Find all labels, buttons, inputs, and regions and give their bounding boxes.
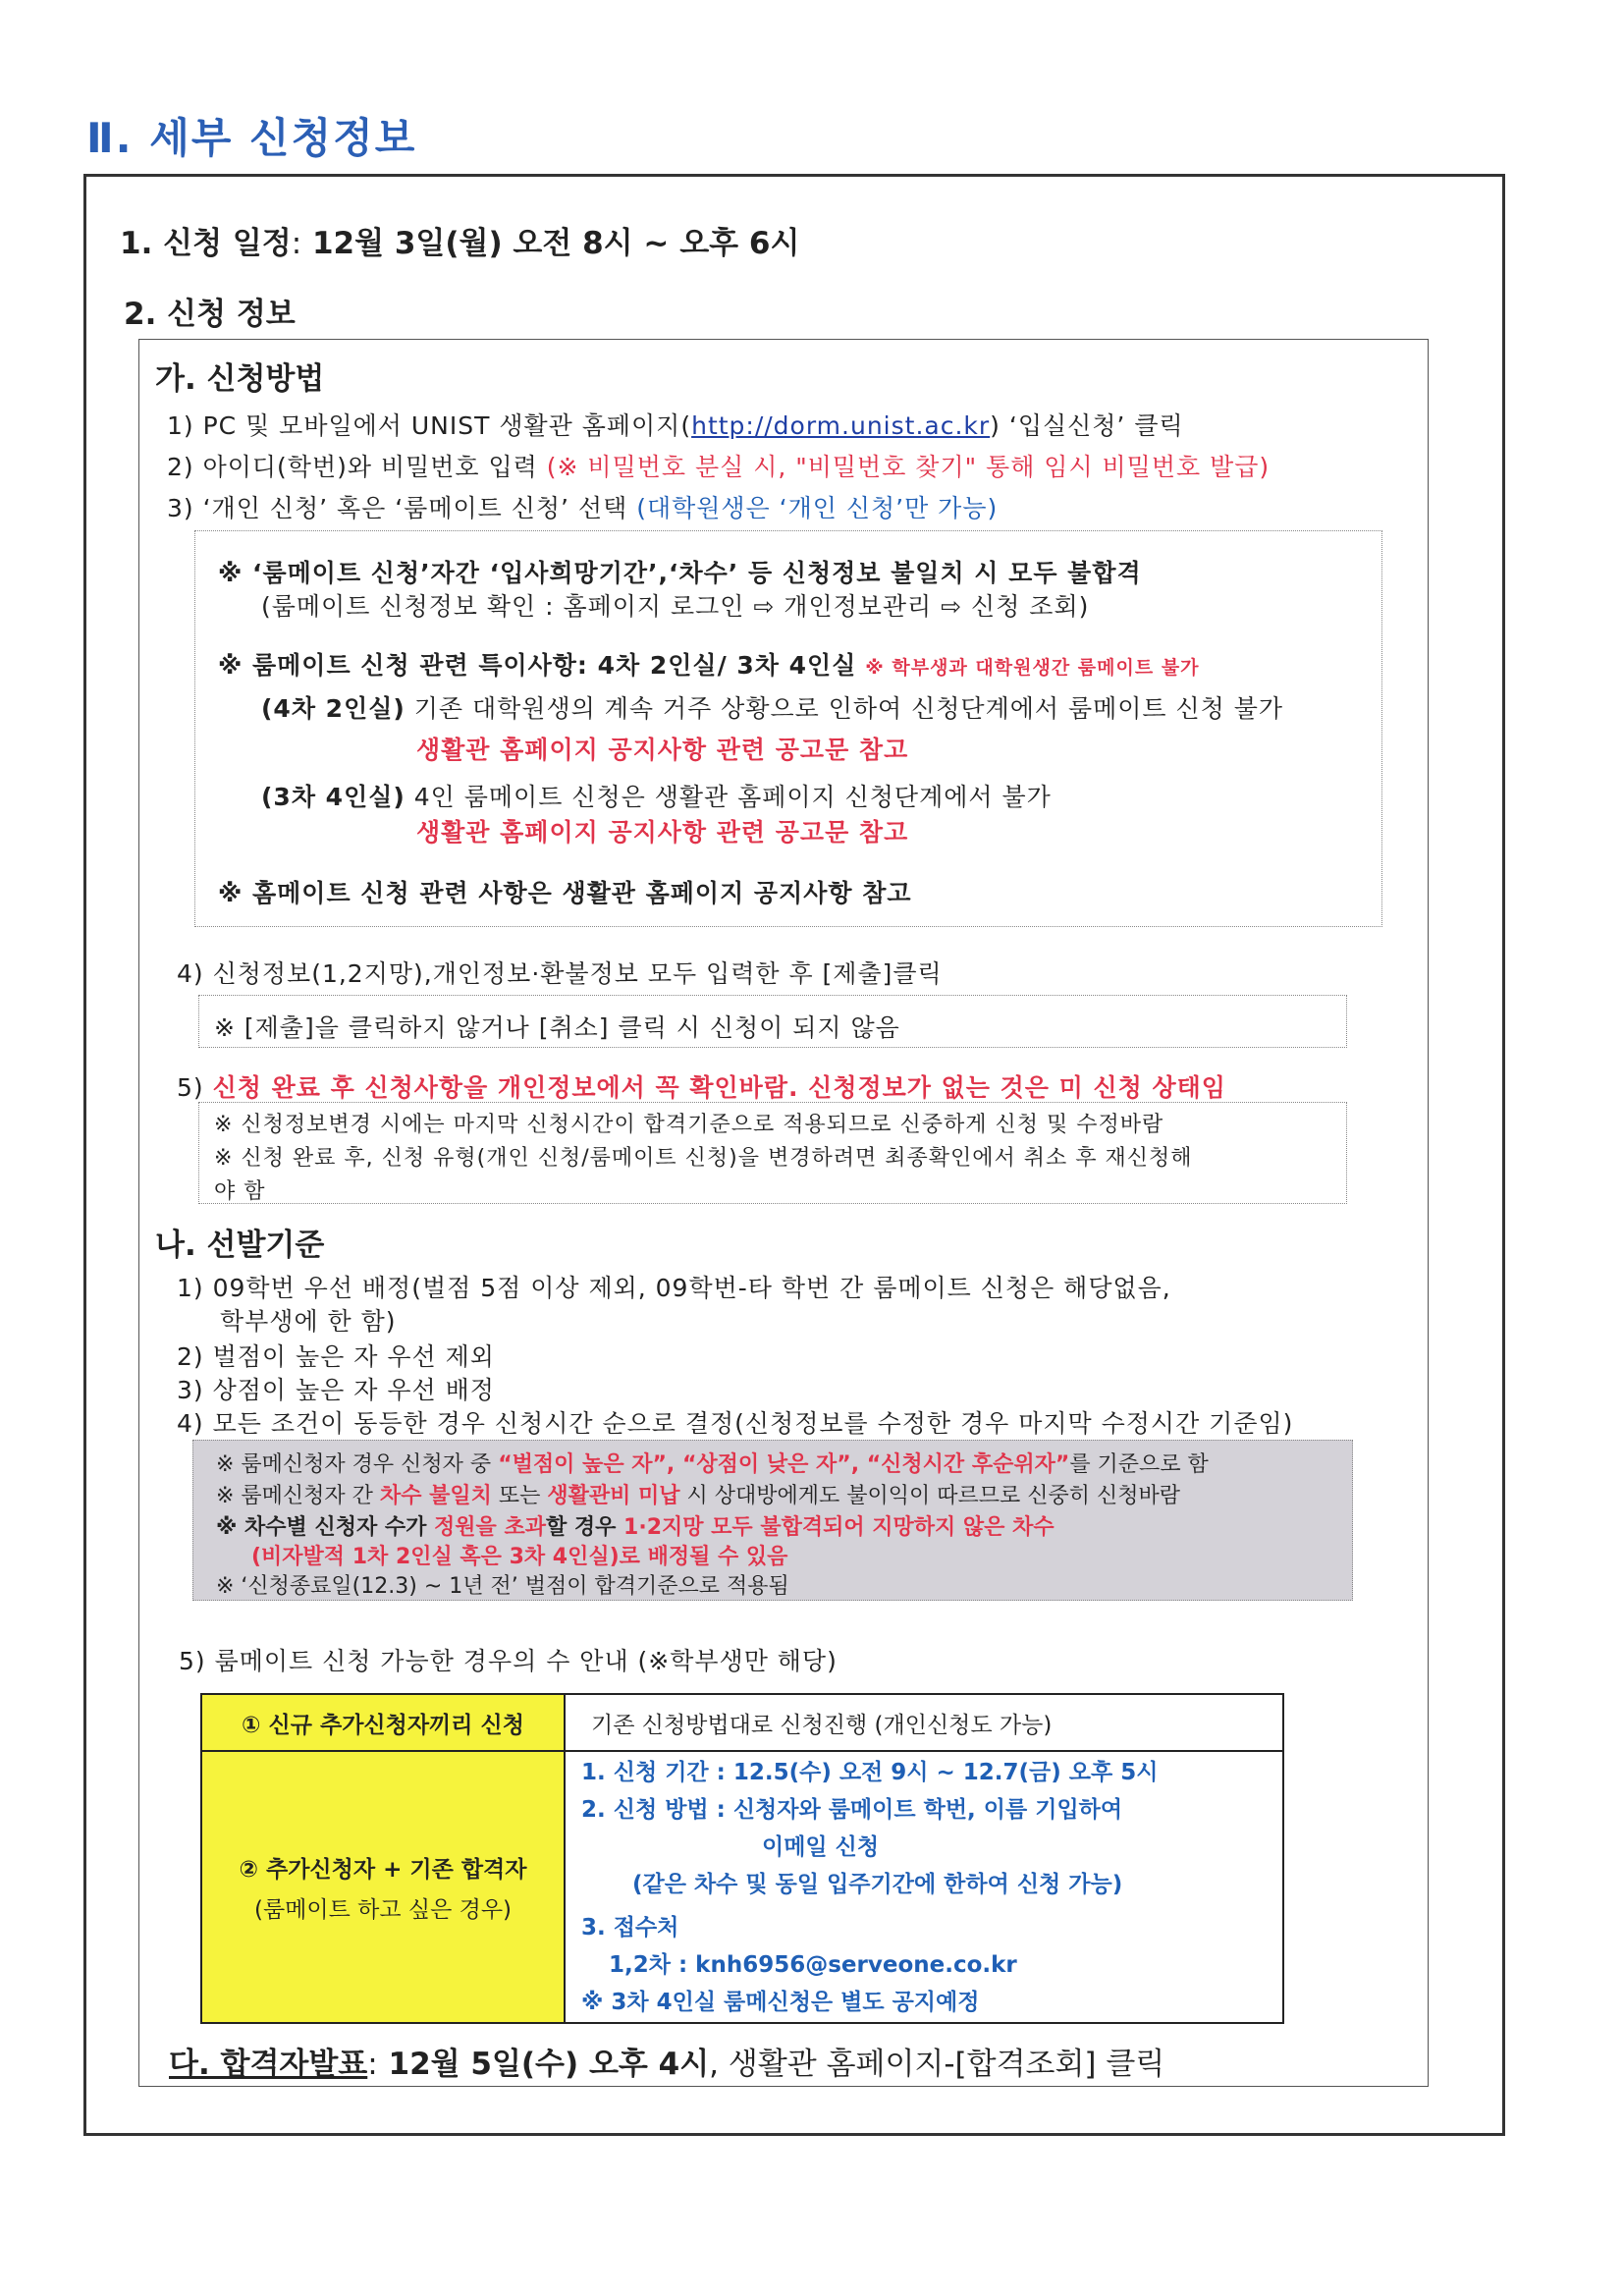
case-2-method-note: (같은 차수 및 동일 입주기간에 한하여 신청 가능) — [632, 1872, 1123, 1897]
schedule-colon: : — [291, 226, 302, 261]
method-item-5 — [177, 1068, 1226, 1104]
case-2-label-main: ② 추가신청자 + 기존 합격자 — [239, 1856, 527, 1883]
table-row — [201, 1694, 1283, 1751]
roommate-check-path: (룸메이트 신청정보 확인 : 홈페이지 로그인 ⇨ 개인정보관리 ⇨ 신청 조회) — [261, 592, 1090, 621]
room-3rd-4p-text: 4인 룸메이트 신청은 생활관 홈페이지 신청단계에서 불가 — [405, 783, 1052, 811]
submit-note: ※ [제출]을 클릭하지 않거나 [취소] 클릭 시 신청이 되지 않음 — [214, 1013, 900, 1042]
room-3rd-4p-line — [261, 778, 1052, 813]
roommate-mismatch-note: ※ ‘룸메이트 신청’자간 ‘입사희망기간’,‘차수’ 등 신청정보 불일치 시 모두 불합격 — [218, 559, 1142, 587]
criteria-title: 나. 선발기준 — [155, 1228, 325, 1263]
method-item-3-note: (대학원생은 ‘개인 신청’만 가능) — [636, 494, 999, 522]
criteria-notice-3-b: 할 경우 — [545, 1515, 624, 1540]
room-4th-2p-text: 기존 대학원생의 계속 거주 상황으로 인하여 신청단계에서 룸메이트 신청 불가 — [405, 694, 1284, 723]
schedule-line — [120, 218, 799, 262]
case-2-period: 1. 신청 기간 : 12.5(수) 오전 9시 ~ 12.7(금) 오후 5시 — [581, 1760, 1159, 1785]
room-3rd-4p-ref: 생활관 홈페이지 공지사항 관련 공고문 참고 — [416, 818, 909, 847]
method-item-2-text: 2) 아이디(학번)와 비밀번호 입력 — [167, 453, 547, 481]
method-item-3 — [167, 489, 998, 524]
criteria-item-1: 1) 09학번 우선 배정(벌점 5점 이상 제외, 09학번-타 학번 간 룸메이트 신청은 해당없음, — [177, 1274, 1171, 1302]
schedule-label: 1. 신청 일정 — [120, 226, 292, 261]
room-4th-2p-label: (4차 2인실) — [261, 694, 406, 723]
criteria-item-4: 4) 모든 조건이 동등한 경우 신청시간 순으로 결정(신청정보를 수정한 경우 마지막 수정시간 기준임) — [177, 1409, 1294, 1438]
criteria-notice-4: (비자발적 1차 2인실 혹은 3차 4인실)로 배정될 수 있음 — [251, 1545, 788, 1569]
method-title: 가. 신청방법 — [155, 361, 325, 397]
criteria-notice-2-a: ※ 룸메신청자 간 — [216, 1484, 380, 1508]
info-label: 2. 신청 정보 — [124, 297, 296, 332]
dorm-homepage-link[interactable]: http://dorm.unist.ac.kr — [691, 411, 991, 440]
criteria-item-3: 3) 상점이 높은 자 우선 배정 — [177, 1376, 495, 1404]
criteria-notice-1-a: ※ 룸메신청자 경우 신청자 중 — [216, 1452, 499, 1477]
criteria-notice-3-red2: 1·2지망 모두 불합격되어 지망하지 않은 차수 — [623, 1515, 1055, 1540]
case-1-label: ① 신규 추가신청자끼리 신청 — [201, 1694, 565, 1751]
schedule-value: 12월 3일(월) 오전 8시 ~ 오후 6시 — [301, 226, 800, 261]
case-2-desc — [565, 1751, 1283, 2023]
case-2-contact-label: 3. 접수처 — [581, 1915, 679, 1941]
criteria-notice-5: ※ ‘신청종료일(12.3) ~ 1년 전’ 벌점이 합격기준으로 적용됨 — [216, 1574, 789, 1599]
case-2-label — [201, 1751, 565, 2023]
criteria-notice-1-b: 를 기준으로 함 — [1069, 1452, 1209, 1477]
criteria-item-1-cont: 학부생에 한 함) — [220, 1307, 397, 1336]
roommate-case-table — [200, 1693, 1284, 2024]
announcement-line — [169, 2039, 1164, 2083]
criteria-notice-2-c: 시 상대방에게도 불이익이 따르므로 신중히 신청바람 — [679, 1484, 1181, 1508]
homemate-note: ※ 홈메이트 신청 관련 사항은 생활관 홈페이지 공지사항 참고 — [218, 879, 912, 907]
case-2-method: 2. 신청 방법 : 신청자와 룸메이트 학번, 이름 기입하여 — [581, 1797, 1123, 1823]
method-item-1 — [167, 407, 1184, 442]
section-heading: Ⅱ. 세부 신청정보 — [86, 114, 417, 162]
change-note-3: 야 함 — [214, 1179, 266, 1204]
announcement-rest: , 생활관 홈페이지-[합격조회] 클릭 — [709, 2047, 1165, 2082]
method-item-1-text: 1) PC 및 모바일에서 UNIST 생활관 홈페이지( — [167, 411, 692, 440]
criteria-notice-1 — [216, 1448, 1209, 1478]
roommate-special-title: ※ 룸메이트 신청 관련 특이사항: 4차 2인실/ 3차 4인실 — [218, 651, 857, 680]
method-item-1-suffix: ) ‘입실신청’ 클릭 — [990, 411, 1184, 440]
criteria-notice-2 — [216, 1479, 1180, 1509]
change-note-2: ※ 신청 완료 후, 신청 유형(개인 신청/룸메이트 신청)을 변경하려면 최종확인에서 취소 후 재신청해 — [214, 1146, 1193, 1171]
criteria-notice-3-a: ※ 차수별 신청자 수가 — [216, 1515, 435, 1540]
room-4th-2p-ref: 생활관 홈페이지 공지사항 관련 공고문 참고 — [416, 736, 909, 764]
method-item-3-text: 3) ‘개인 신청’ 혹은 ‘룸메이트 신청’ 선택 — [167, 494, 637, 522]
announcement-label: 다. 합격자발표 — [169, 2047, 368, 2082]
criteria-notice-3-red1: 정원을 초과 — [434, 1515, 546, 1540]
criteria-notice-2-b: 또는 — [491, 1484, 548, 1508]
method-item-2-note: (※ 비밀번호 분실 시, "비밀번호 찾기" 통해 임시 비밀번호 발급) — [546, 453, 1271, 481]
method-item-2 — [167, 448, 1270, 483]
criteria-notice-2-red2: 생활관비 미납 — [547, 1484, 680, 1508]
case-2-method-cont: 이메일 신청 — [762, 1834, 880, 1860]
roommate-special-red: ※ 학부생과 대학원생간 룸메이트 불가 — [865, 657, 1200, 679]
announcement-colon: : — [367, 2047, 378, 2082]
criteria-notice-2-red1: 차수 불일치 — [379, 1484, 492, 1508]
room-4th-2p-line — [261, 689, 1283, 725]
case-2-3rd-note: ※ 3차 4인실 룸메신청은 별도 공지예정 — [581, 1990, 980, 2015]
criteria-item-5: 5) 룸메이트 신청 가능한 경우의 수 안내 (※학부생만 해당) — [179, 1647, 838, 1675]
table-row — [201, 1751, 1283, 2023]
case-2-contact-email: 1,2차 : knh6956@serveone.co.kr — [609, 1952, 1017, 1978]
criteria-item-2: 2) 벌점이 높은 자 우선 제외 — [177, 1342, 495, 1371]
method-item-4: 4) 신청정보(1,2지망),개인정보·환불정보 모두 입력한 후 [제출]클릭 — [177, 959, 943, 988]
roommate-special-line — [218, 646, 1200, 682]
announcement-date: 12월 5일(수) 오후 4시 — [377, 2047, 710, 2082]
room-3rd-4p-label: (3차 4인실) — [261, 783, 406, 811]
change-note-1: ※ 신청정보변경 시에는 마지막 신청시간이 합격기준으로 적용되므로 신중하게 신청 및 수정바람 — [214, 1113, 1164, 1137]
criteria-notice-1-red: “벌점이 높은 자”, “상점이 낮은 자”, “신청시간 후순위자” — [498, 1452, 1070, 1477]
method-item-5-num: 5) — [177, 1073, 213, 1102]
criteria-notice-3 — [216, 1510, 1055, 1541]
method-item-5-text: 신청 완료 후 신청사항을 개인정보에서 꼭 확인바람. 신청정보가 없는 것은 미 신청 상태임 — [212, 1073, 1226, 1102]
case-2-label-sub: (룸메이트 하고 싶은 경우) — [253, 1896, 513, 1923]
case-1-desc: 기존 신청방법대로 신청진행 (개인신청도 가능) — [565, 1694, 1283, 1751]
